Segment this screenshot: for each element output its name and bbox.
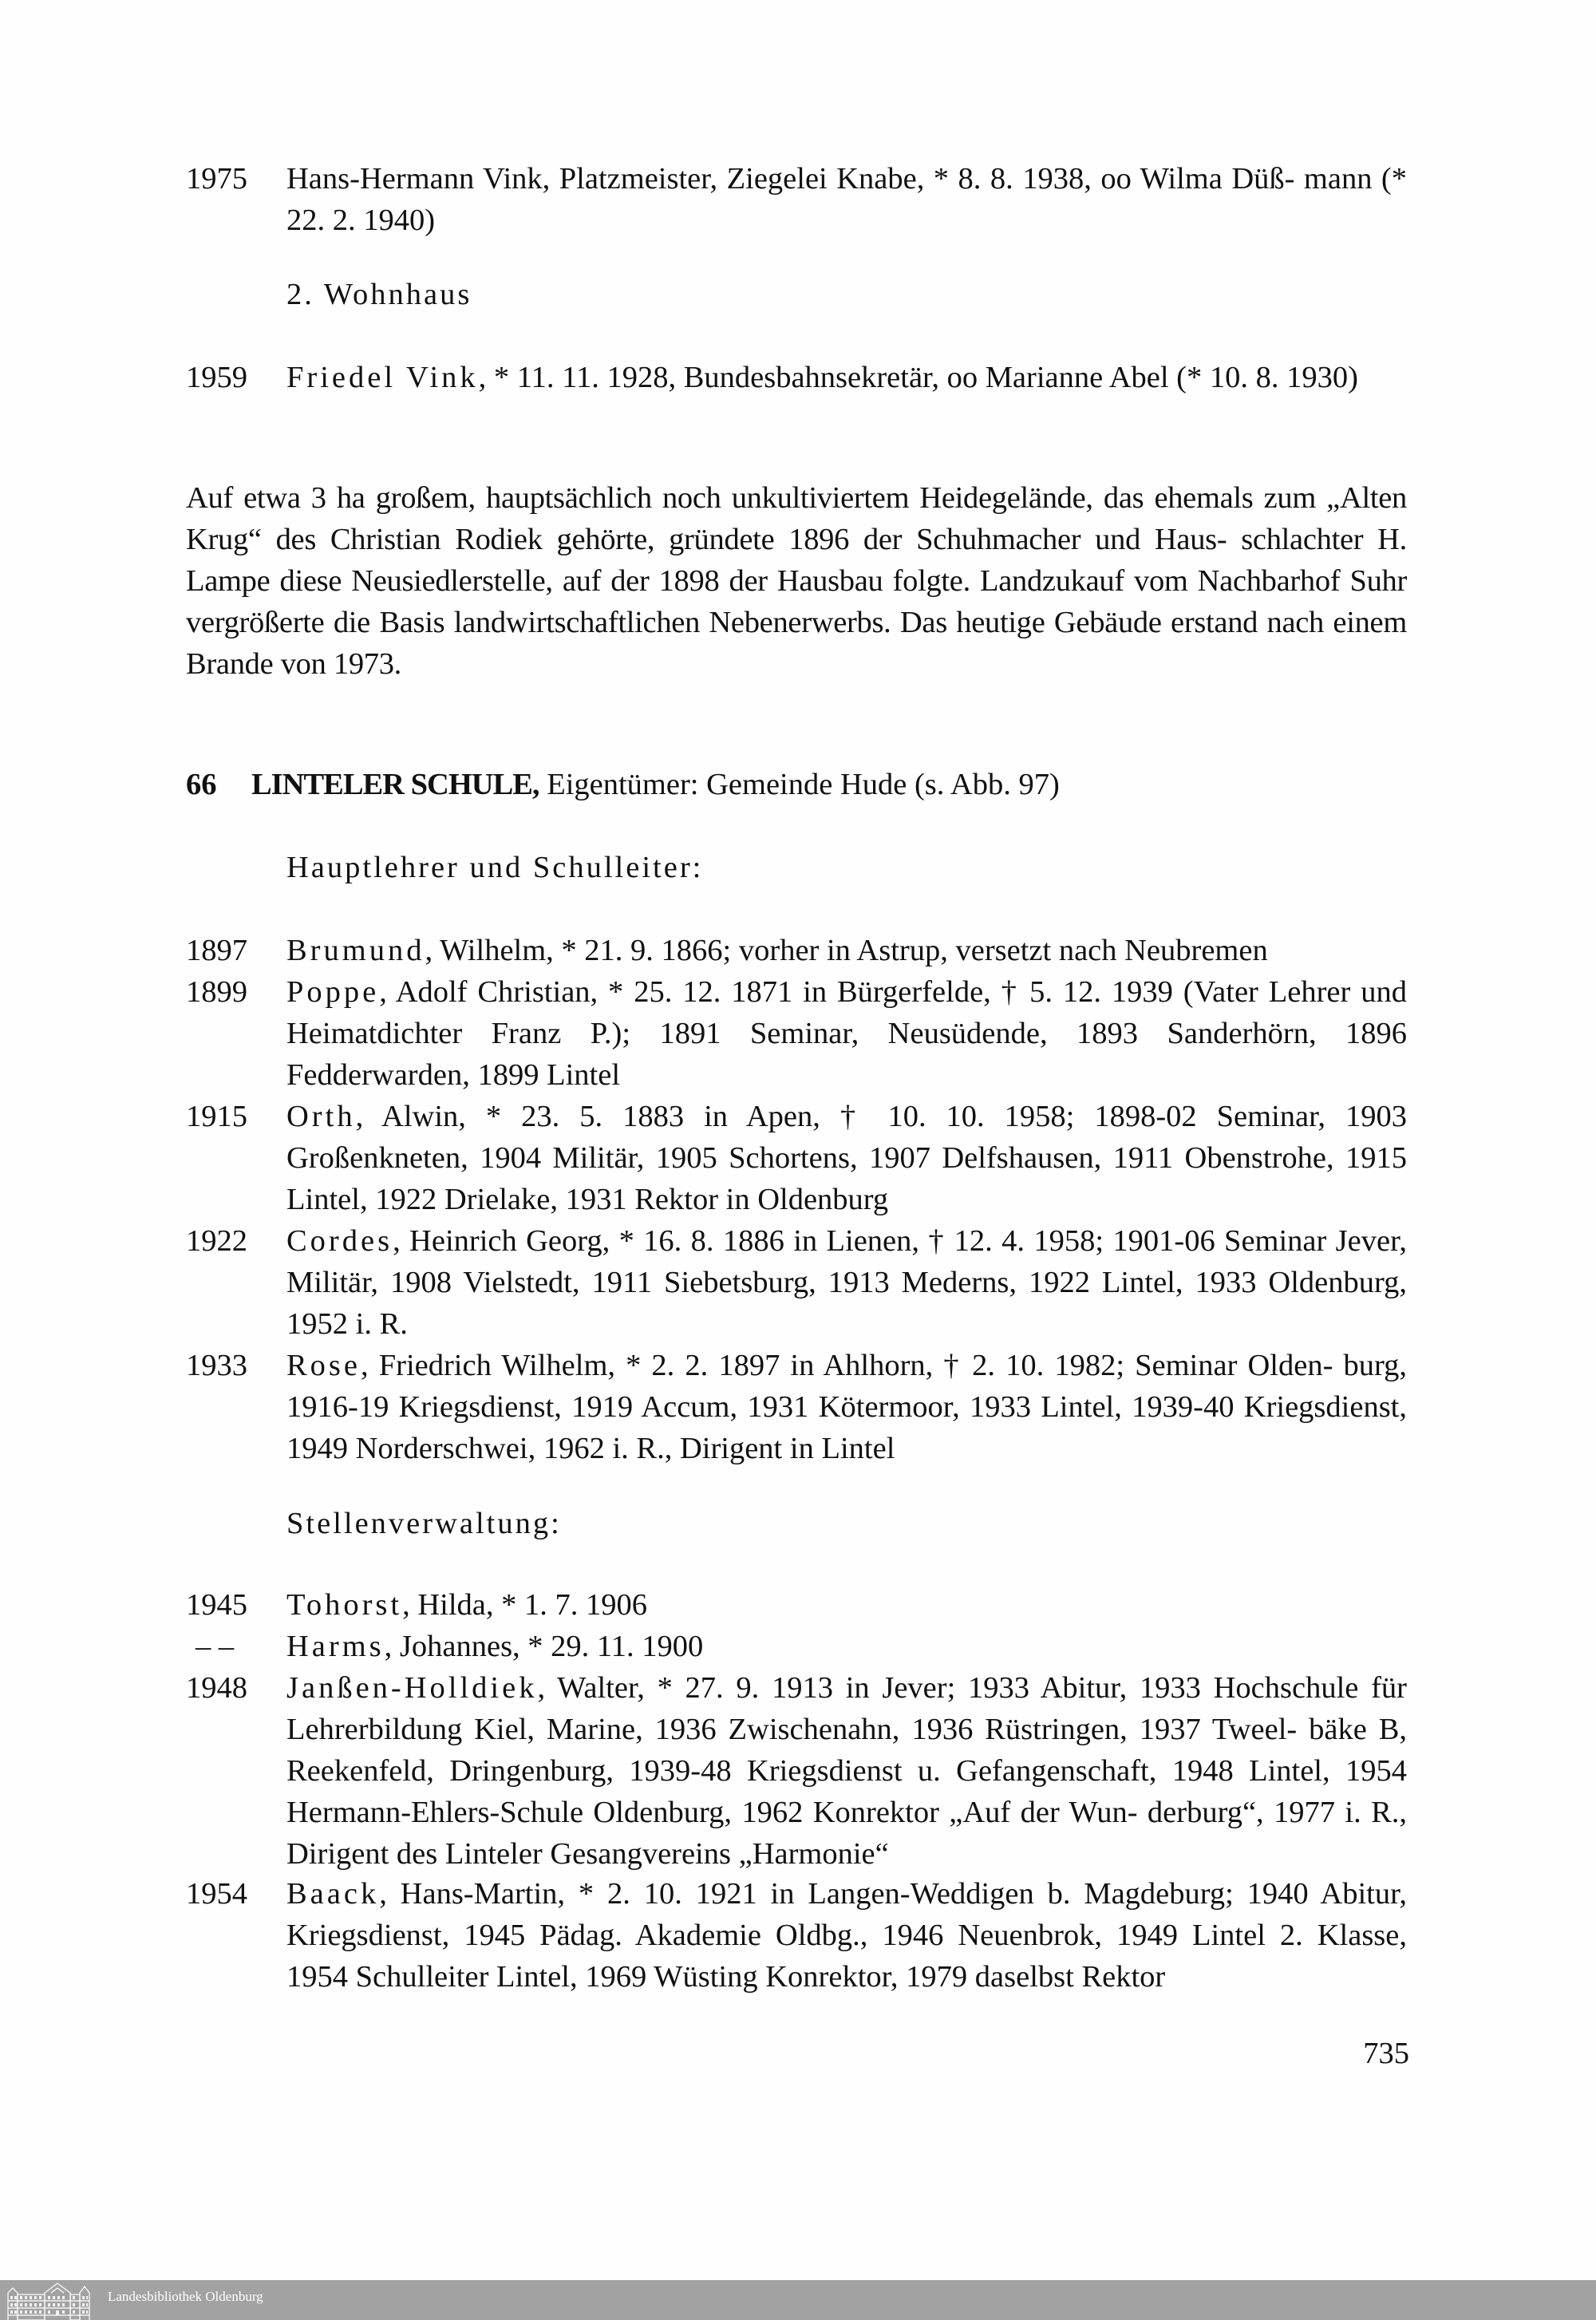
entry-1933 (186, 1345, 1407, 1469)
entry-text: , Adolf Christian, * 25. 12. 1871 in Bürgerfelde, † 5. 12. 1939 (Vater Lehrer und Heimatdichter Franz P.); 1891 Seminar, Neusüdende, 1893 Sanderhörn, 1896 Fedderwarden, 1899 Lintel (286, 975, 1407, 1092)
entry-name: Hans-Hermann Vink (286, 162, 543, 196)
entry-year: 1922 (186, 1224, 247, 1258)
entry-year: 1897 (186, 934, 247, 967)
entry-name: Baack (286, 1877, 380, 1911)
entry-name: Tohorst (286, 1588, 403, 1622)
entry-1899 (186, 971, 1407, 1096)
entry-name: Poppe (286, 975, 380, 1009)
subheading-stellenverwaltung: Stellenverwaltung: (286, 1507, 562, 1540)
entry-1897 (186, 930, 1407, 971)
entry-1945 (186, 1584, 1407, 1626)
entry-body (286, 1345, 1407, 1469)
footer-bar (0, 2280, 1596, 2320)
entry-text: , Friedrich Wilhelm, * 2. 2. 1897 in Ahlhorn, † 2. 10. 1982; Seminar Olden- burg, 1916-19 Kriegsdienst, 1919 Accum, 1931 Kötermoor, 1933 Lintel, 1939-40 Kriegsdienst, 1949 Norderschwei, 1962 i. R., Dirigent in Lintel (286, 1349, 1407, 1465)
library-building-icon (5, 2282, 93, 2320)
entry-body (286, 1096, 1407, 1220)
entry-name: Rose (286, 1349, 361, 1382)
entry-name: Cordes (286, 1224, 393, 1258)
section-number: 66 (186, 768, 217, 801)
entry-text: , Heinrich Georg, * 16. 8. 1886 in Lienen, † 12. 4. 1958; 1901-06 Seminar Jever, Militär, 1908 Vielstedt, 1911 Siebetsburg, 1913 Mederns, 1922 Lintel, 1933 Oldenburg, 1952 i. R. (286, 1224, 1407, 1341)
entry-text: , Wilhelm, * 21. 9. 1866; vorher in Astrup, versetzt nach Neubremen (425, 934, 1268, 967)
entry-name: Orth (286, 1100, 356, 1133)
entry-body (286, 1626, 1407, 1667)
entry-body (286, 971, 1407, 1096)
entry-year: 1959 (186, 361, 247, 394)
entry-year: 1954 (186, 1877, 247, 1911)
entry-1975 (186, 158, 1407, 241)
entry-body (286, 357, 1407, 398)
entry-name: Brumund (286, 934, 425, 967)
entry-text: , * 11. 11. 1928, Bundesbahnsekretär, oo Marianne Abel (* 10. 8. 1930) (478, 361, 1358, 394)
subheading-wohnhaus: 2. Wohnhaus (286, 278, 472, 311)
entry-body (286, 930, 1407, 971)
section-heading (186, 764, 1060, 805)
entry-body (286, 1220, 1407, 1345)
entry-body (286, 158, 1407, 241)
entry-year: – – (196, 1630, 235, 1663)
entry-year: 1933 (186, 1349, 247, 1382)
entry-year: 1915 (186, 1100, 247, 1133)
entry-year: 1945 (186, 1588, 247, 1622)
entry-1948 (186, 1667, 1407, 1875)
entry-harms (186, 1626, 1407, 1667)
entry-year: 1899 (186, 975, 247, 1009)
entry-name: Janßen-Holldiek (286, 1671, 538, 1705)
subheading-hauptlehrer: Hauptlehrer und Schulleiter: (286, 851, 704, 884)
entry-1915 (186, 1096, 1407, 1220)
entry-1922 (186, 1220, 1407, 1345)
library-label: Landesbibliothek Oldenburg (108, 2289, 263, 2304)
entry-year: 1948 (186, 1671, 247, 1705)
entry-name: Harms (286, 1630, 385, 1663)
entry-1959 (186, 357, 1407, 398)
entry-text: , Alwin, * 23. 5. 1883 in Apen, † 10. 10. 1958; 1898-02 Seminar, 1903 Großenkneten, 1904 Militär, 1905 Schortens, 1907 Delfshausen, 1911 Obenstrohe, 1915 Lintel, 1922 Drielake, 1931 Rektor in Oldenburg (286, 1100, 1407, 1216)
entry-text: , Walter, * 27. 9. 1913 in Jever; 1933 Abitur, 1933 Hochschule für Lehrerbildung Kiel, Marine, 1936 Zwischenahn, 1936 Rüstringen, 1937 Tweel- bäke B, Reekenfeld, Dringenburg, 1939-48 Kriegsdienst u. Gefangenschaft, 1948 Lintel, 1954 Hermann-Ehlers-Schule Oldenburg, 1962 Konrektor „Auf der Wun- derburg“, 1977 i. R., Dirigent des Linteler Gesangvereins „Harmonie“ (286, 1671, 1407, 1871)
section-title: LINTELER SCHULE, (251, 768, 539, 801)
entry-text: , Johannes, * 29. 11. 1900 (384, 1630, 704, 1663)
entry-body (286, 1667, 1407, 1875)
entry-text: , Hilda, * 1. 7. 1906 (402, 1588, 648, 1622)
entry-text: , Platzmeister, Ziegelei Knabe, * 8. 8. 1938, oo Wilma Düß- mann (* 22. 2. 1940) (286, 162, 1408, 237)
entry-name: Friedel Vink (286, 361, 479, 394)
section-subtitle: Eigentümer: Gemeinde Hude (s. Abb. 97) (539, 768, 1060, 801)
entry-body (286, 1873, 1407, 1998)
entry-body (286, 1584, 1407, 1626)
history-paragraph: Auf etwa 3 ha großem, hauptsächlich noch unkultiviertem Heidegelände, das ehemals zum „Alten Krug“ des Christian Rodiek gehörte, gründete 1896 der Schuhmacher und Haus- schlachter H. Lampe diese Neusiedlerstelle, auf der 1898 der Hausbau folgte. Landzukauf vom Nachbarhof Suhr vergrößerte die Basis landwirtschaftlichen Nebenerwerbs. Das heutige Gebäude erstand nach einem Brande von 1973. (186, 481, 1407, 681)
entry-text: , Hans-Martin, * 2. 10. 1921 in Langen-Weddigen b. Magdeburg; 1940 Abitur, Kriegsdienst, 1945 Pädag. Akademie Oldbg., 1946 Neuenbrok, 1949 Lintel 2. Klasse, 1954 Schulleiter Lintel, 1969 Wüsting Konrektor, 1979 daselbst Rektor (286, 1877, 1407, 1994)
page-number: 735 (1363, 2037, 1409, 2070)
entry-year: 1975 (186, 162, 247, 196)
entry-1954 (186, 1873, 1407, 1998)
